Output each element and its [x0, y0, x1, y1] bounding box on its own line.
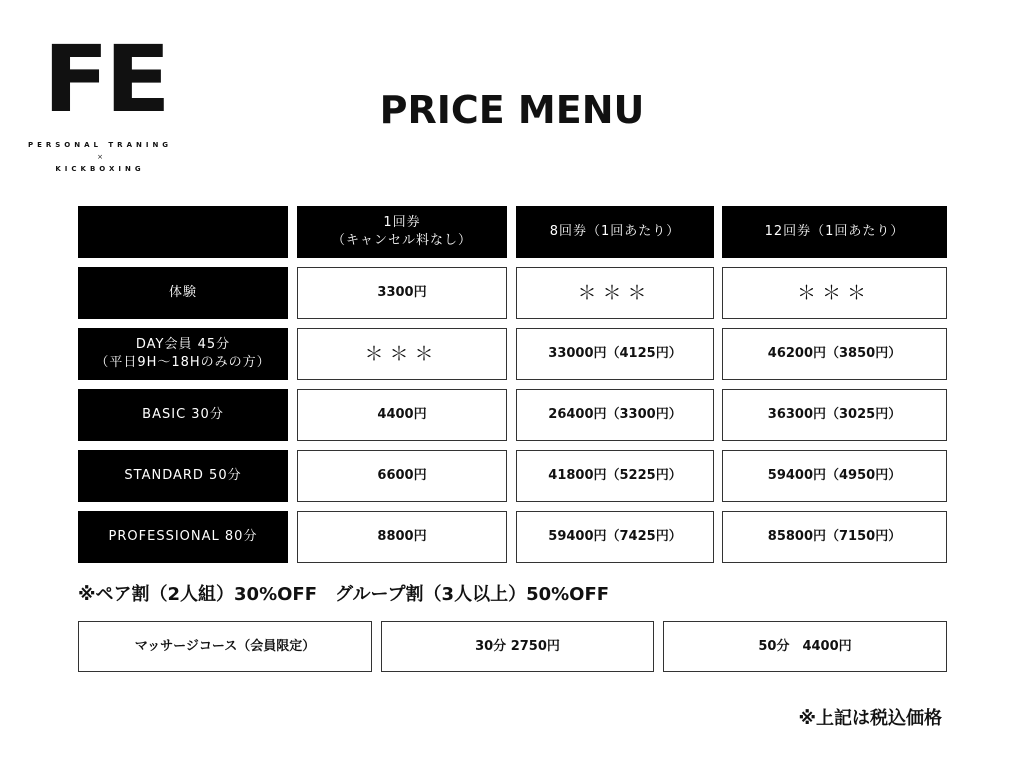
price-value: 59400円（7425円）: [548, 529, 682, 544]
row-label-trial: [78, 267, 288, 319]
header-label: 12回券（1回あたり）: [764, 224, 905, 239]
discount-note: ※ペア割（2人組）30%OFF グループ割（3人以上）50%OFF: [78, 584, 610, 605]
price-value: ＊＊＊: [577, 282, 653, 304]
logo-line-1: PERSONAL TRANING: [27, 141, 173, 149]
row-label: 体験: [168, 285, 197, 300]
row-label: DAY会員 45分 （平日9H〜18Hのみの方）: [95, 337, 271, 370]
price-cell: [722, 267, 947, 319]
logo-line-2: KICKBOXING: [55, 165, 145, 173]
price-cell: [297, 389, 507, 441]
price-value: 33000円（4125円）: [548, 346, 682, 361]
row-label: STANDARD 50分: [124, 468, 242, 483]
price-cell: [297, 267, 507, 319]
price-value: 8800円: [377, 529, 427, 544]
price-cell: [516, 267, 714, 319]
price-value: 26400円（3300円）: [548, 407, 682, 422]
price-value: 6600円: [377, 468, 427, 483]
massage-price: 30分 2750円: [475, 638, 560, 654]
tax-note: ※上記は税込価格: [798, 708, 942, 729]
page-title: PRICE MENU: [379, 88, 645, 132]
header-single-ticket: [297, 206, 507, 258]
price-cell: [297, 328, 507, 380]
price-value: ＊＊＊: [796, 282, 872, 304]
massage-course-label: [78, 621, 372, 672]
price-cell: [516, 511, 714, 563]
price-value: 41800円（5225円）: [548, 468, 682, 483]
price-cell: [722, 450, 947, 502]
price-value: ＊＊＊: [364, 343, 440, 365]
row-label: BASIC 30分: [142, 407, 224, 422]
price-cell: [297, 511, 507, 563]
massage-option-30: [381, 621, 654, 672]
header-8-ticket: [516, 206, 714, 258]
price-cell: [516, 389, 714, 441]
row-label: PROFESSIONAL 80分: [108, 529, 258, 544]
price-cell: [722, 389, 947, 441]
header-label: 8回券（1回あたり）: [549, 224, 681, 239]
price-cell: [516, 450, 714, 502]
table-corner: [78, 206, 288, 258]
price-cell: [516, 328, 714, 380]
header-12-ticket: [722, 206, 947, 258]
row-label-basic: [78, 389, 288, 441]
massage-label: マッサージコース（会員限定）: [134, 638, 316, 654]
price-value: 46200円（3850円）: [767, 346, 902, 361]
price-cell: [722, 328, 947, 380]
price-value: 36300円（3025円）: [767, 407, 902, 422]
logo-separator: ×: [97, 153, 103, 161]
logo-mark: FE: [43, 26, 167, 133]
price-value: 3300円: [377, 285, 427, 300]
row-label-standard: [78, 450, 288, 502]
row-label-professional: [78, 511, 288, 563]
price-cell: [297, 450, 507, 502]
price-value: 85800円（7150円）: [767, 529, 902, 544]
row-label-day-member: [78, 328, 288, 380]
massage-option-50: [663, 621, 947, 672]
massage-price: 50分 4400円: [758, 638, 852, 654]
price-value: 59400円（4950円）: [767, 468, 902, 483]
price-value: 4400円: [377, 407, 427, 422]
price-cell: [722, 511, 947, 563]
header-label: 1回券 （キャンセル料なし）: [331, 215, 472, 248]
